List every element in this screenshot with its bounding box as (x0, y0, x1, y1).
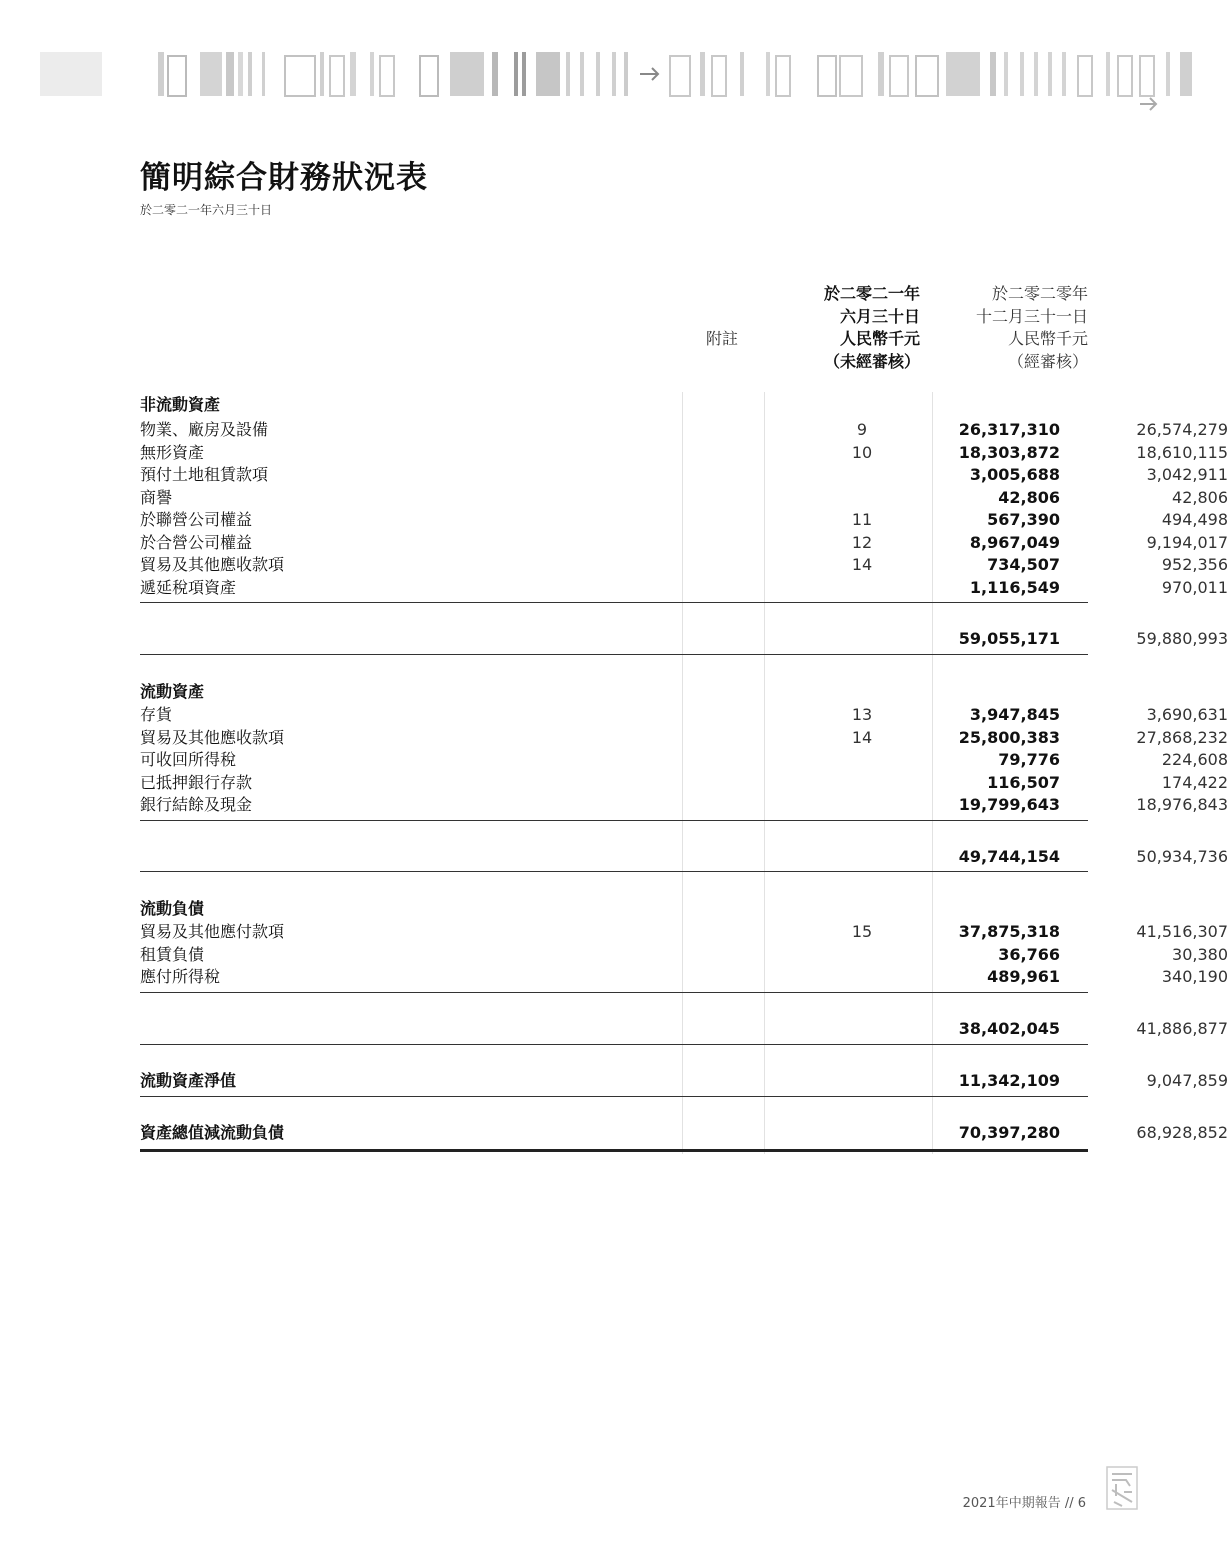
table-row (140, 772, 1228, 795)
current-header-line: 人民幣千元 (839, 329, 920, 348)
subtotal-current-value: 59,055,171 (958, 629, 1060, 648)
row-label: 預付土地租賃款項 (140, 465, 269, 484)
row-current-value: 1,116,549 (969, 577, 1060, 597)
prior-header-line: 人民幣千元 (1007, 329, 1088, 348)
row-prior-value: 68,928,852 (1136, 1123, 1228, 1142)
row-note: 11 (851, 510, 873, 529)
row-current-value: 19,799,643 (958, 795, 1060, 814)
divider (140, 992, 1088, 993)
row-label: 租賃負債 (140, 944, 205, 964)
note-column-header: 附註 (705, 329, 738, 348)
row-current-value: 8,967,049 (969, 532, 1060, 552)
table-row (140, 944, 1228, 967)
row-current-value: 70,397,280 (958, 1123, 1060, 1142)
row-prior-value: 3,690,631 (1146, 705, 1228, 724)
table-row (140, 577, 1228, 600)
row-current-value: 567,390 (987, 510, 1060, 529)
row-label: 貿易及其他應收款項 (140, 727, 285, 747)
subtotal-current-value: 49,744,154 (958, 847, 1060, 866)
divider (140, 820, 1088, 821)
row-label: 貿易及其他應收款項 (140, 555, 285, 574)
row-prior-value: 42,806 (1172, 487, 1228, 507)
row-prior-value: 3,042,911 (1146, 465, 1228, 484)
subtotal-prior-value: 50,934,736 (1136, 847, 1228, 866)
row-prior-value: 340,190 (1161, 967, 1228, 986)
table-row (140, 727, 1228, 750)
current-header-line: 於二零二一年 (823, 284, 920, 303)
table-row (140, 554, 1228, 577)
row-current-value: 116,507 (987, 772, 1060, 792)
table-row (140, 966, 1228, 989)
row-label: 物業、廠房及設備 (140, 420, 269, 439)
current-header-line: 六月三十日 (839, 306, 920, 326)
section-heading: 流動負債 (140, 899, 205, 918)
row-label: 應付所得稅 (140, 967, 221, 986)
row-label: 於聯營公司權益 (140, 510, 253, 529)
row-label: 貿易及其他應付款項 (140, 922, 285, 941)
table-row (140, 419, 1228, 442)
row-prior-value: 952,356 (1161, 555, 1228, 574)
row-prior-value: 18,610,115 (1136, 442, 1228, 462)
table-row (140, 442, 1228, 465)
page-title: 簡明綜合財務狀況表 (140, 160, 428, 196)
row-current-value: 25,800,383 (958, 727, 1060, 747)
table-row (140, 749, 1228, 772)
row-current-value: 3,947,845 (969, 705, 1060, 724)
subtotal-row (140, 628, 1228, 651)
row-prior-value: 494,498 (1161, 510, 1228, 529)
prior-header-line: 十二月三十一日 (975, 306, 1088, 326)
page-subtitle: 於二零二一年六月三十日 (140, 203, 273, 217)
row-note: 14 (851, 727, 873, 747)
decorative-header-band (0, 44, 1200, 114)
prior-period-header (940, 283, 1088, 373)
row-label: 商譽 (140, 487, 173, 507)
table-row (140, 704, 1228, 727)
company-logo-icon (1106, 1466, 1138, 1510)
row-current-value: 26,317,310 (958, 420, 1060, 439)
row-current-value: 18,303,872 (958, 442, 1060, 462)
table-row (140, 532, 1228, 555)
subtotal-prior-value: 59,880,993 (1136, 629, 1228, 648)
row-note: 14 (851, 555, 873, 574)
divider (140, 654, 1088, 655)
row-prior-value: 9,047,859 (1146, 1071, 1228, 1090)
divider (140, 602, 1088, 603)
row-prior-value: 224,608 (1161, 750, 1228, 769)
subtotal-prior-value: 41,886,877 (1136, 1019, 1228, 1038)
row-current-value: 3,005,688 (969, 465, 1060, 484)
row-note: 12 (851, 532, 873, 552)
section-heading: 非流動資產 (140, 395, 221, 414)
current-header-line: （未經審核） (823, 351, 920, 371)
net-current-assets-row (140, 1070, 1228, 1093)
table-row (140, 921, 1228, 944)
row-current-value: 11,342,109 (958, 1071, 1060, 1090)
prior-header-line: （經審核） (1007, 351, 1088, 371)
row-current-value: 42,806 (998, 487, 1060, 507)
row-note: 13 (851, 705, 873, 724)
row-label: 無形資產 (140, 442, 205, 462)
subtotal-row (140, 1018, 1228, 1041)
table-row (140, 509, 1228, 532)
table-row (140, 794, 1228, 817)
current-period-header (790, 283, 920, 373)
row-label: 銀行結餘及現金 (140, 795, 253, 814)
row-label: 資產總值減流動負債 (140, 1123, 285, 1142)
row-prior-value: 9,194,017 (1146, 532, 1228, 552)
row-prior-value: 18,976,843 (1136, 795, 1228, 814)
divider (140, 1044, 1088, 1045)
double-underline (140, 1149, 1088, 1152)
row-label: 於合營公司權益 (140, 532, 253, 552)
subtotal-current-value: 38,402,045 (958, 1019, 1060, 1038)
total-assets-less-current-liabilities-row (140, 1122, 1228, 1145)
row-current-value: 734,507 (987, 555, 1060, 574)
row-current-value: 37,875,318 (958, 922, 1060, 941)
row-note: 15 (851, 922, 873, 941)
row-current-value: 79,776 (998, 750, 1060, 769)
row-label: 存貨 (140, 705, 173, 724)
row-label: 可收回所得稅 (140, 750, 237, 769)
row-note: 9 (856, 420, 868, 439)
row-label: 遞延稅項資產 (140, 577, 237, 597)
row-prior-value: 41,516,307 (1136, 922, 1228, 941)
row-prior-value: 174,422 (1161, 772, 1228, 792)
row-label: 已抵押銀行存款 (140, 772, 253, 792)
subtotal-row (140, 846, 1228, 869)
divider (140, 1096, 1088, 1097)
table-row (140, 487, 1228, 510)
row-prior-value: 26,574,279 (1136, 420, 1228, 439)
row-prior-value: 27,868,232 (1136, 727, 1228, 747)
page-footer: 2021年中期報告 // 6 (962, 1496, 1086, 1511)
row-prior-value: 970,011 (1161, 577, 1228, 597)
prior-header-line: 於二零二零年 (991, 284, 1088, 303)
row-label: 流動資產淨值 (140, 1071, 237, 1090)
row-note: 10 (851, 442, 873, 462)
row-current-value: 36,766 (998, 944, 1060, 964)
divider (140, 871, 1088, 872)
table-row (140, 464, 1228, 487)
section-heading: 流動資產 (140, 682, 205, 701)
row-current-value: 489,961 (987, 967, 1060, 986)
row-prior-value: 30,380 (1172, 944, 1228, 964)
